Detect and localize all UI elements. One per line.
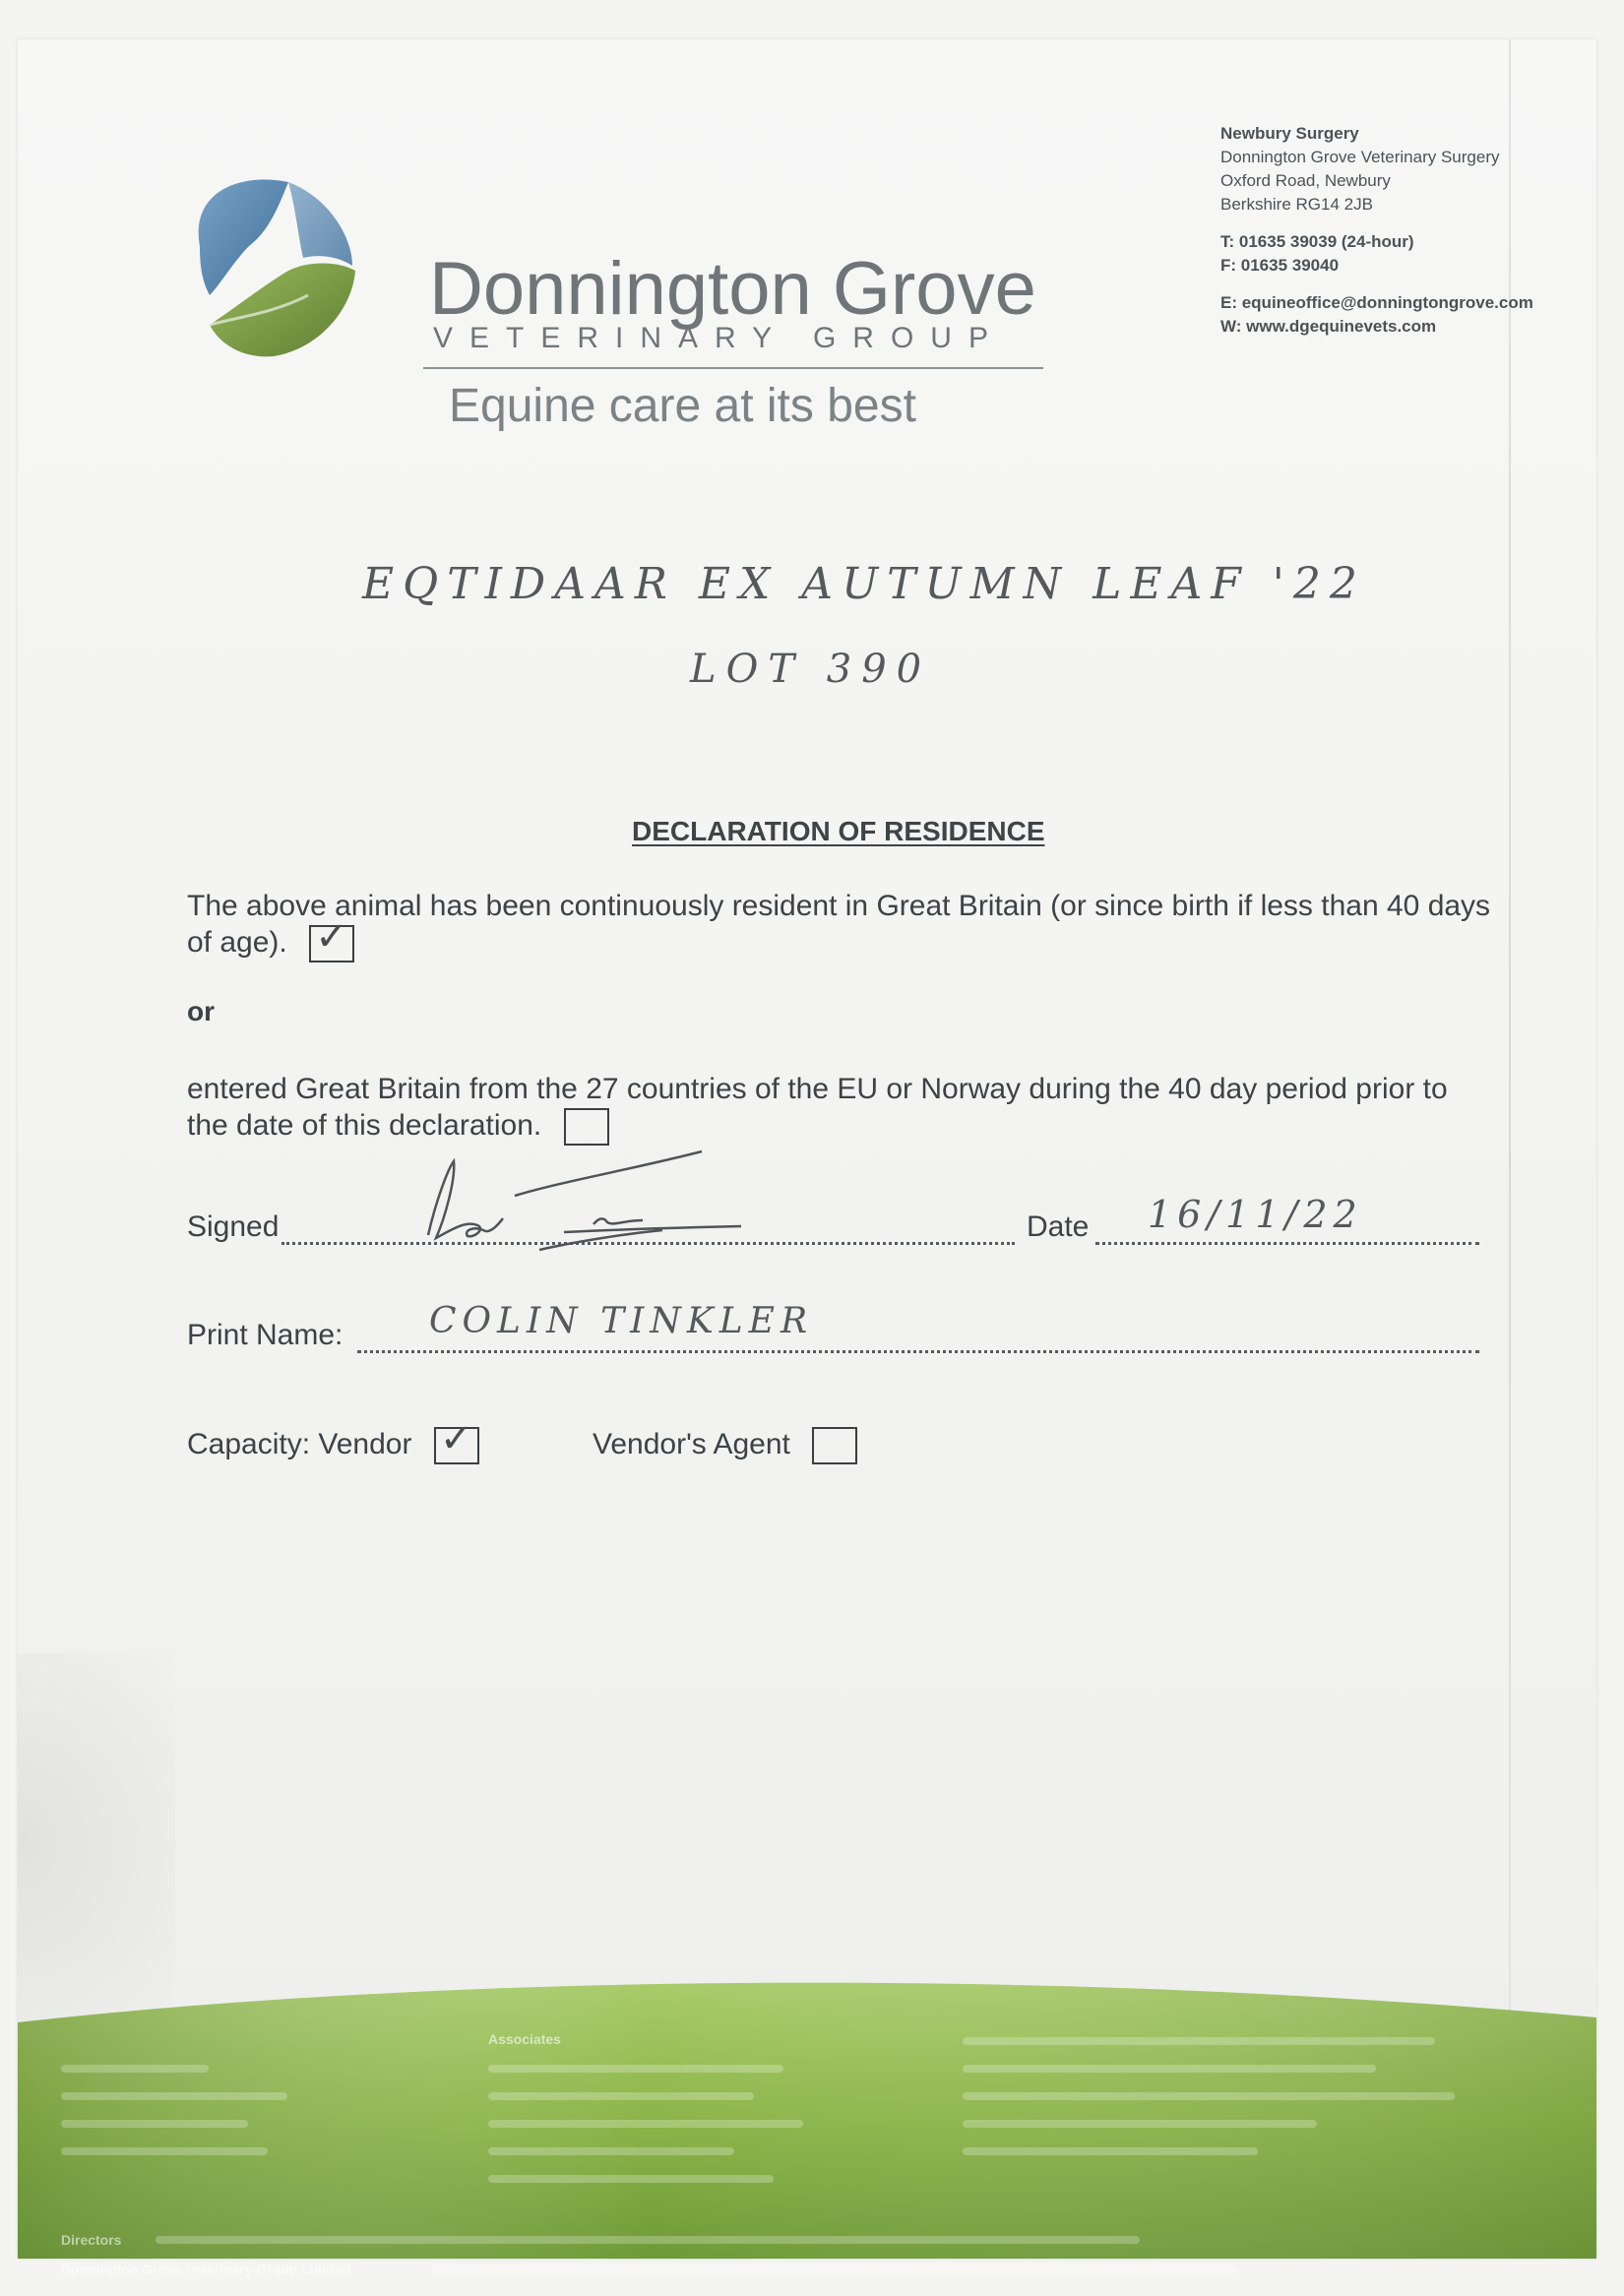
handwritten-date: 16/11/22 [1148, 1193, 1363, 1236]
signed-label: Signed [187, 1210, 280, 1243]
address-line-3: Berkshire RG14 2JB [1220, 195, 1373, 214]
email-address: E: equineoffice@donningtongrove.com [1220, 293, 1533, 312]
footer-directors-heading: Directors [61, 2232, 122, 2248]
resident-checkbox[interactable] [309, 914, 354, 962]
capacity-agent-row [593, 1427, 857, 1464]
surgery-name: Newbury Surgery [1220, 124, 1359, 143]
handwritten-horse-name: EQTIDAAR EX AUTUMN LEAF '22 [362, 559, 1366, 609]
vendor-checkbox[interactable] [434, 1416, 479, 1464]
fold-line [1509, 39, 1511, 2259]
brand-tagline: Equine care at its best [449, 380, 916, 432]
entered-paragraph [187, 1071, 1496, 1146]
footer-content [18, 1968, 1596, 2277]
check-mark-icon: ✓ [439, 1416, 473, 1461]
document-page [18, 39, 1596, 2277]
capacity-row [187, 1416, 479, 1464]
declaration-title: DECLARATION OF RESIDENCE [632, 816, 1045, 846]
brand-subtitle: VETERINARY GROUP [433, 322, 1005, 354]
agent-checkbox[interactable] [812, 1427, 857, 1464]
check-mark-icon: ✓ [315, 914, 348, 961]
capacity-vendor-label: Capacity: Vendor [187, 1427, 412, 1460]
brand-name: Donnington Grove [429, 247, 1036, 331]
phone-number: T: 01635 39039 (24-hour) [1220, 232, 1414, 251]
date-line [1095, 1242, 1479, 1245]
donnington-grove-logo-icon [180, 138, 367, 364]
print-name-label: Print Name: [187, 1319, 344, 1351]
residence-text: The above animal has been continuously resident in Great Britain (or since birth if less than 40 days of age). [187, 890, 1491, 959]
address-line-2: Oxford Road, Newbury [1220, 171, 1391, 190]
date-label: Date [1027, 1210, 1090, 1243]
handwritten-print-name: COLIN TINKLER [429, 1301, 814, 1341]
footer-associates-heading: Associates [488, 2031, 561, 2047]
entered-text: entered Great Britain from the 27 countries of the EU or Norway during the 40 day period prior to the date of this declaration. [187, 1073, 1448, 1142]
residence-paragraph [187, 888, 1496, 962]
or-label: or [187, 996, 215, 1026]
signature-image [406, 1142, 761, 1265]
fax-number: F: 01635 39040 [1220, 256, 1340, 275]
website-address: W: www.dgequinevets.com [1220, 317, 1437, 336]
handwritten-lot-number: LOT 390 [690, 647, 932, 692]
vendors-agent-label: Vendor's Agent [593, 1427, 790, 1460]
address-block [1220, 122, 1533, 339]
address-line-1: Donnington Grove Veterinary Surgery [1220, 148, 1500, 166]
brand-divider [423, 367, 1043, 369]
entered-checkbox[interactable] [564, 1108, 609, 1146]
print-name-line [357, 1350, 1479, 1353]
footer-company-name: Donnington Grove Veterinary Group Limited [61, 2262, 351, 2277]
